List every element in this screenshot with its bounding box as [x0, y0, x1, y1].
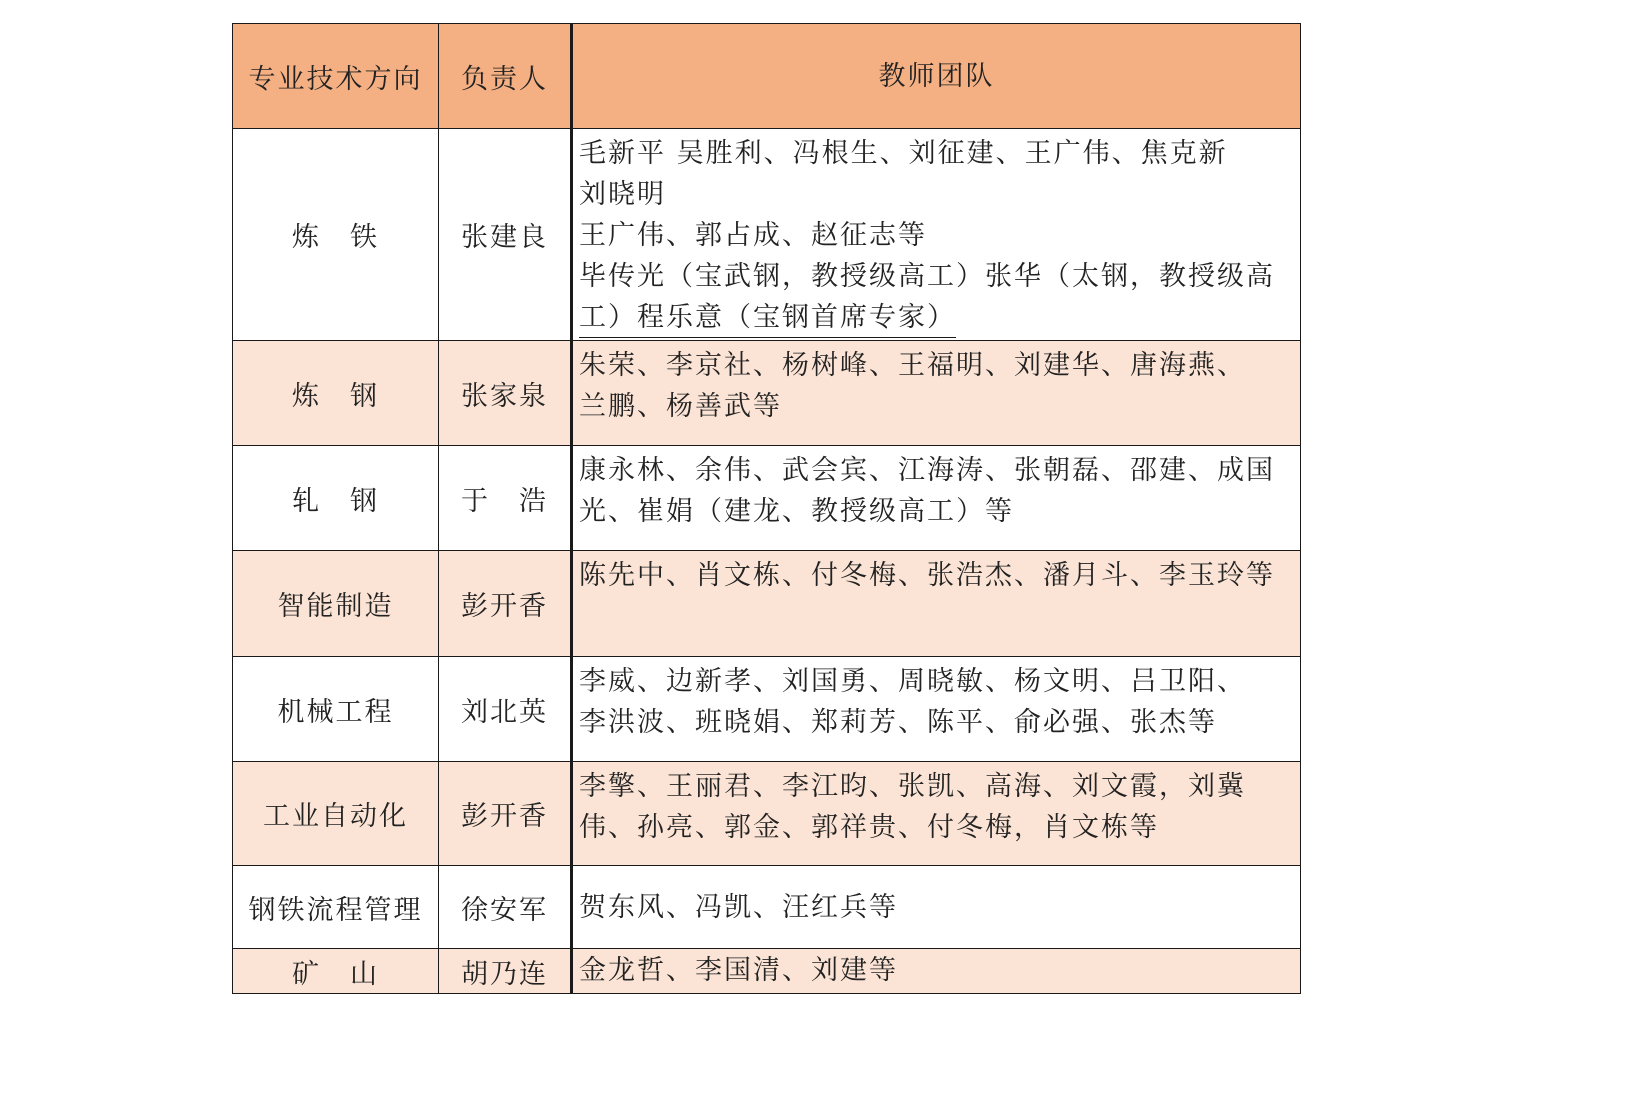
header-team: 教师团队 [572, 24, 1301, 129]
team-line: 兰鹏、杨善武等 [579, 391, 782, 422]
direction-cell: 矿 山 [233, 949, 439, 994]
team-line: 李威、边新孝、刘国勇、周晓敏、杨文明、吕卫阳、 [579, 666, 1246, 697]
team-cell [572, 866, 1301, 949]
team-line: 刘晓明 [579, 179, 666, 210]
team-cell [572, 762, 1301, 866]
team-line: 金龙哲、李国清、刘建等 [579, 955, 898, 986]
team-line: 工）程乐意（宝钢首席专家） [579, 299, 956, 338]
team-line: 王广伟、郭占成、赵征志等 [579, 220, 927, 251]
direction-cell: 轧 钢 [233, 446, 439, 551]
table-row [233, 446, 1301, 551]
table-row [233, 657, 1301, 762]
team-line: 伟、孙亮、郭金、郭祥贵、付冬梅，肖文栋等 [579, 812, 1159, 843]
leader-cell: 彭开香 [439, 551, 572, 657]
header-direction: 专业技术方向 [233, 24, 439, 129]
team-line: 毛新平 吴胜利、冯根生、刘征建、王广伟、焦克新 [579, 138, 1228, 169]
leader-cell: 张建良 [439, 129, 572, 341]
team-line: 毕传光（宝武钢，教授级高工）张华（太钢，教授级高 [579, 261, 1275, 292]
direction-cell: 工业自动化 [233, 762, 439, 866]
team-cell [572, 551, 1301, 657]
team-line: 光、崔娟（建龙、教授级高工）等 [579, 496, 1014, 527]
faculty-team-table [232, 23, 1301, 994]
team-line: 李擎、王丽君、李江昀、张凯、高海、刘文霞，刘冀 [579, 771, 1246, 802]
table-row [233, 129, 1301, 341]
direction-cell: 炼 铁 [233, 129, 439, 341]
leader-cell: 刘北英 [439, 657, 572, 762]
team-line: 陈先中、肖文栋、付冬梅、张浩杰、潘月斗、李玉玲等 [579, 560, 1275, 591]
table-row [233, 866, 1301, 949]
direction-cell: 钢铁流程管理 [233, 866, 439, 949]
team-line: 李洪波、班晓娟、郑莉芳、陈平、俞必强、张杰等 [579, 707, 1217, 738]
table-row [233, 949, 1301, 994]
team-line: 朱荣、李京社、杨树峰、王福明、刘建华、唐海燕、 [579, 350, 1246, 381]
direction-cell: 智能制造 [233, 551, 439, 657]
team-line: 贺东风、冯凯、汪红兵等 [579, 891, 898, 923]
table-header-row [233, 24, 1301, 129]
leader-cell: 于 浩 [439, 446, 572, 551]
direction-cell: 机械工程 [233, 657, 439, 762]
team-cell [572, 129, 1301, 341]
team-cell [572, 446, 1301, 551]
leader-cell: 彭开香 [439, 762, 572, 866]
leader-cell: 徐安军 [439, 866, 572, 949]
header-leader: 负责人 [439, 24, 572, 129]
leader-cell: 张家泉 [439, 341, 572, 446]
team-cell [572, 341, 1301, 446]
table-row [233, 762, 1301, 866]
team-cell [572, 949, 1301, 994]
team-line: 康永林、余伟、武会宾、江海涛、张朝磊、邵建、成国 [579, 455, 1275, 486]
table-row [233, 551, 1301, 657]
team-cell [572, 657, 1301, 762]
leader-cell: 胡乃连 [439, 949, 572, 994]
table-row [233, 341, 1301, 446]
direction-cell: 炼 钢 [233, 341, 439, 446]
